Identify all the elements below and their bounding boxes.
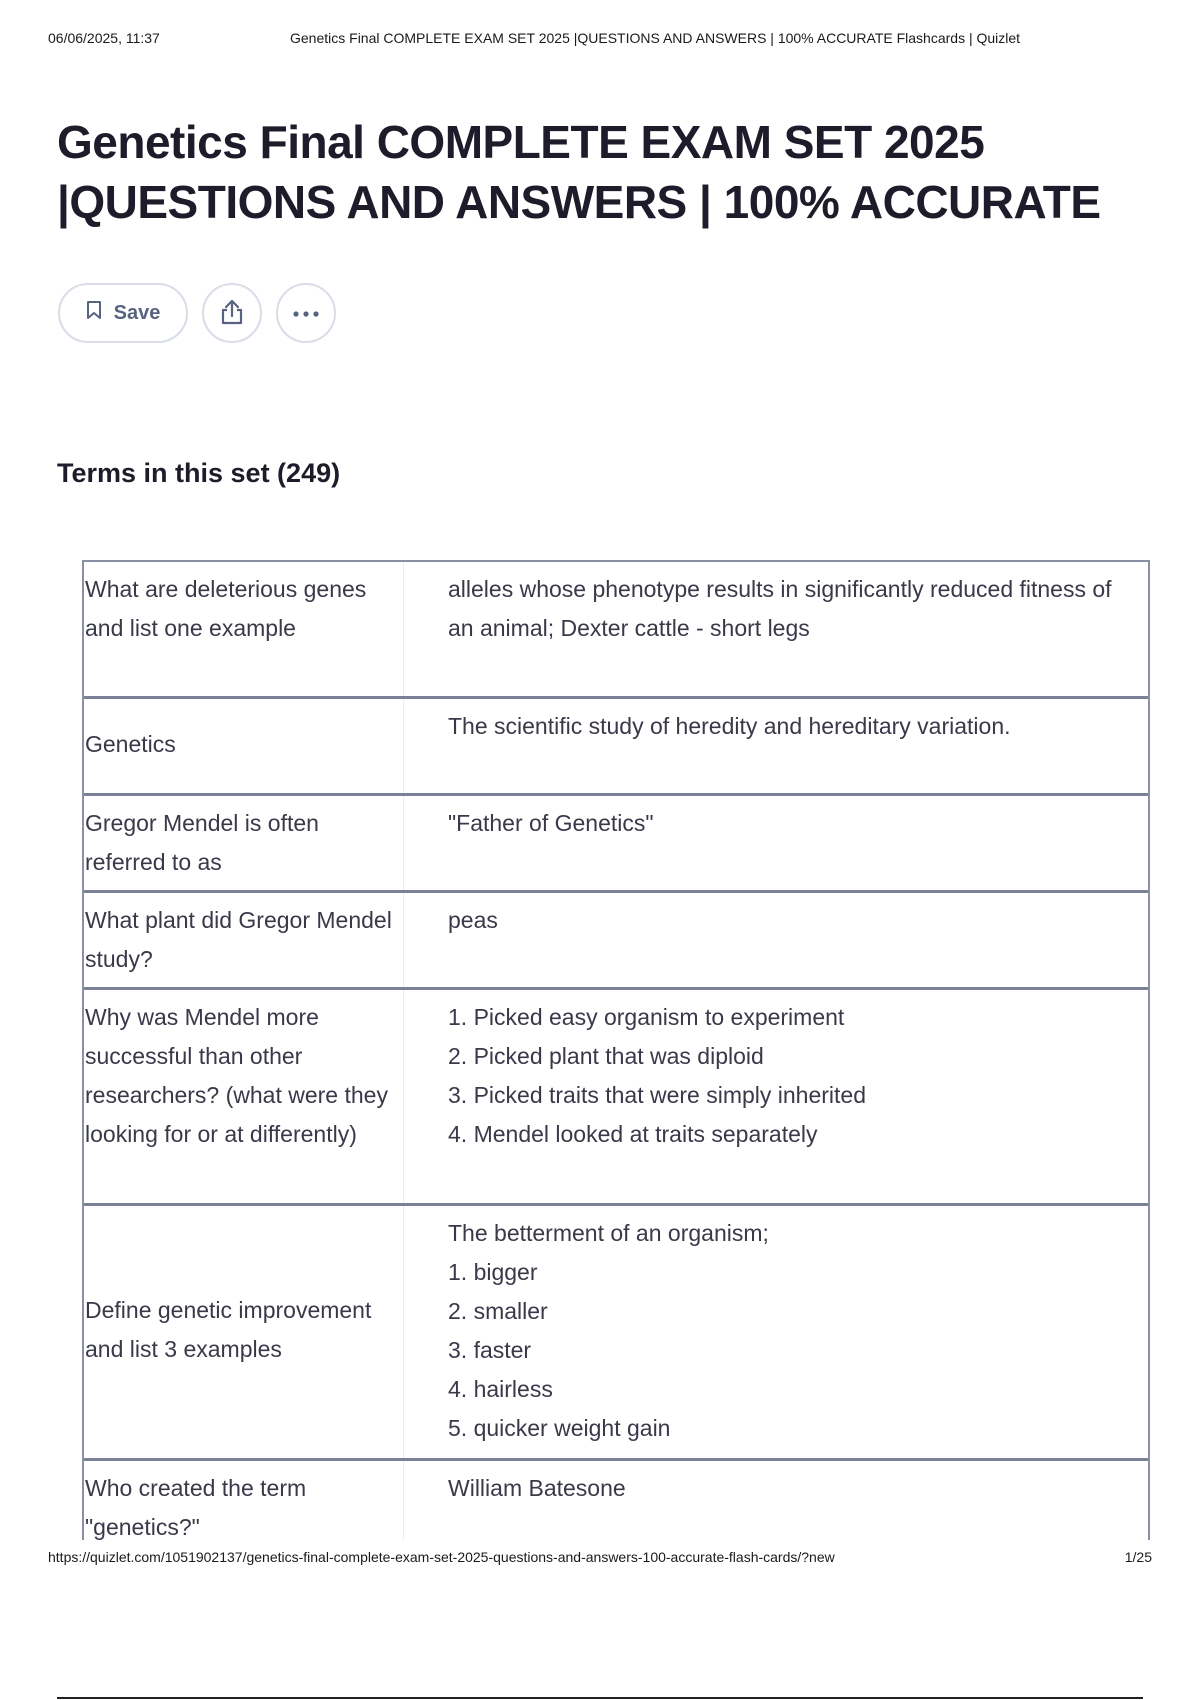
definition-line: 1. bigger (448, 1259, 538, 1285)
definition-line: 5. quicker weight gain (448, 1415, 671, 1441)
definition-text (404, 1461, 1148, 1540)
definition-line: 4. Mendel looked at traits separately (448, 1121, 818, 1147)
terms-list (82, 560, 1150, 1540)
definition-line: alleles whose phenotype results in significantly reduced fitness of an animal; Dexter cattle - short legs (448, 576, 1112, 641)
term-row (84, 1458, 1148, 1540)
definition-text (404, 893, 1148, 987)
definition-line: 2. Picked plant that was diploid (448, 1043, 764, 1069)
term-row (84, 1203, 1148, 1458)
definition-line: 3. faster (448, 1337, 532, 1363)
save-label: Save (113, 301, 161, 324)
terms-heading: Terms in this set (249) (57, 458, 341, 488)
definition-line: 2. smaller (448, 1298, 548, 1324)
definition-text (404, 1206, 1148, 1458)
definition-text (404, 796, 1148, 890)
print-url: https://quizlet.com/1051902137/genetics-final-complete-exam-set-2025-questions-and-answers-100-accurate-flash-cards/?new (48, 1549, 835, 1565)
definition-text (404, 699, 1148, 793)
definition-text (404, 562, 1148, 696)
print-header (48, 30, 1152, 50)
definition-line: William Batesone (448, 1475, 626, 1501)
definition-line: peas (448, 907, 498, 933)
term-row (84, 696, 1148, 793)
definition-line: 4. hairless (448, 1376, 553, 1402)
term-text: Gregor Mendel is often referred to as (84, 796, 404, 890)
definition-line: The betterment of an organism; (448, 1220, 769, 1246)
bookmark-icon (86, 300, 102, 326)
term-text: Define genetic improvement and list 3 examples (84, 1206, 404, 1458)
page-title: Genetics Final COMPLETE EXAM SET 2025 |QUESTIONS AND ANSWERS | 100% ACCURATE (57, 116, 1101, 228)
term-text: Who created the term "genetics?" (84, 1461, 404, 1540)
definition-line: The scientific study of heredity and hereditary variation. (448, 713, 1011, 739)
print-footer (48, 1549, 1152, 1569)
definition-line: "Father of Genetics" (448, 810, 654, 836)
more-horizontal-icon (292, 306, 320, 321)
share-button[interactable] (202, 283, 262, 343)
more-options-button[interactable] (276, 283, 336, 343)
term-text: Why was Mendel more successful than other researchers? (what were they looking for or at differently) (84, 990, 404, 1203)
term-text: What are deleterious genes and list one example (84, 562, 404, 696)
definition-line: 3. Picked traits that were simply inherited (448, 1082, 867, 1108)
term-row (84, 890, 1148, 987)
definition-text (404, 990, 1148, 1203)
set-actions (58, 283, 336, 343)
term-text: What plant did Gregor Mendel study? (84, 893, 404, 987)
page-divider (57, 1697, 1143, 1699)
term-row (84, 987, 1148, 1203)
save-button[interactable] (58, 283, 188, 343)
share-icon (219, 298, 245, 329)
term-row (84, 793, 1148, 890)
page-number: 1/25 (1124, 1549, 1152, 1565)
term-text: Genetics (84, 699, 404, 793)
print-document-title: Genetics Final COMPLETE EXAM SET 2025 |QUESTIONS AND ANSWERS | 100% ACCURATE Flashcards | Quizlet (290, 30, 1021, 46)
term-row (84, 560, 1148, 696)
print-datetime: 06/06/2025, 11:37 (48, 30, 160, 46)
definition-line: 1. Picked easy organism to experiment (448, 1004, 845, 1030)
